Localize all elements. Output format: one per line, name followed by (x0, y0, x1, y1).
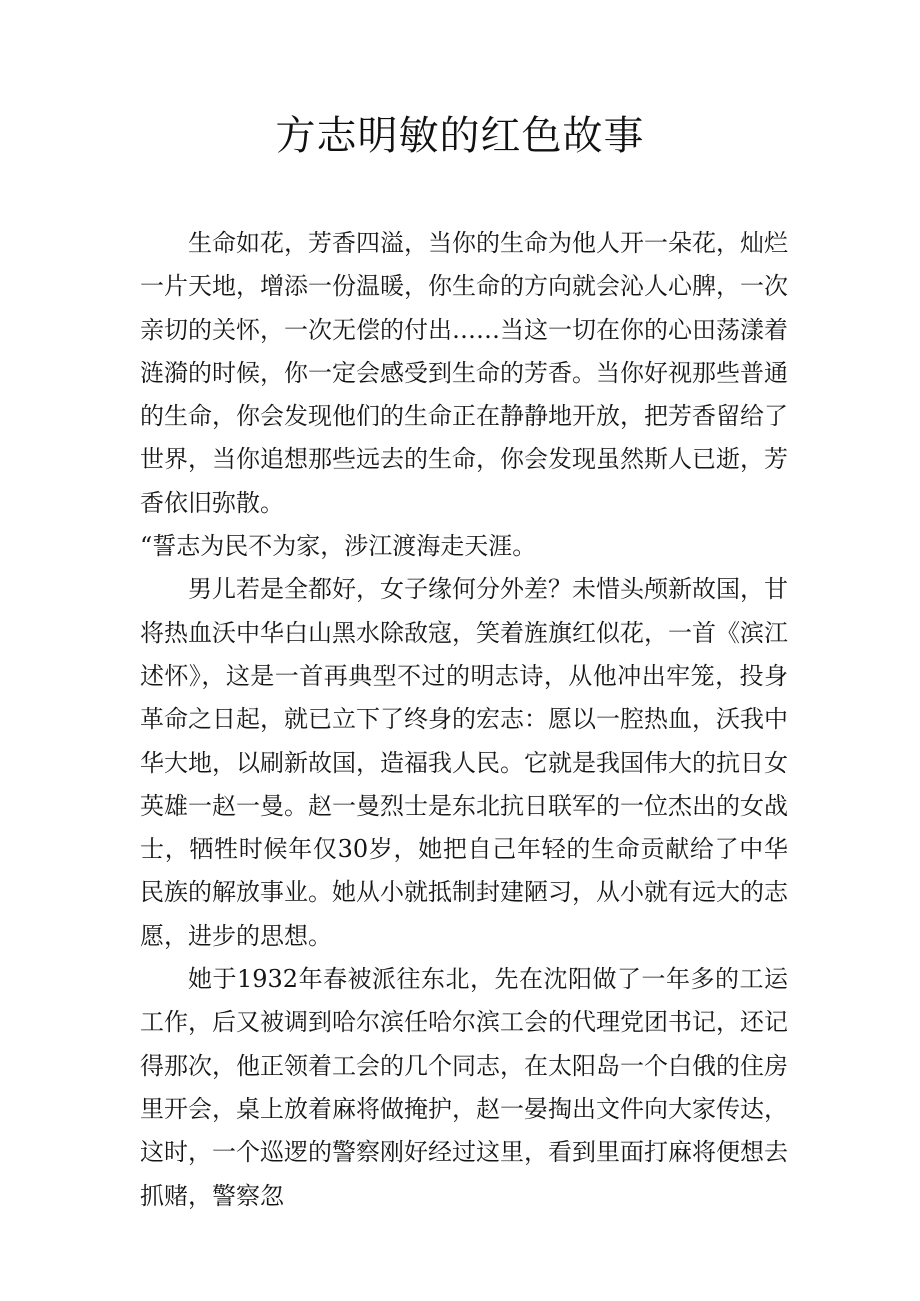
paragraph-2: “誓志为民不为家，涉江渡海走天涯。 (140, 532, 537, 561)
document-title: 方志明敏的红色故事 (275, 113, 645, 159)
document-body (140, 222, 788, 1218)
paragraph-4: 她于1932年春被派往东北，先在沈阳做了一年多的工运工作，后又被调到哈尔滨任哈尔滨工会的代理党团书记，还记得那次，他正领着工会的几个同志，在太阳岛一个白俄的住房里开会，桌上放着麻将做掩护，赵一晏掏出文件向大家传达，这时，一个巡逻的警察刚好经过这里，看到里面打麻将便想去抓赌，警察忽 (140, 965, 788, 1210)
paragraph-1: 生命如花，芳香四溢，当你的生命为他人开一朵花，灿烂一片天地，增添一份温暖，你生命的方向就会沁人心脾，一次亲切的关怀，一次无偿的付出……当这一切在你的心田荡漾着涟漪的时候，你一定会感受到生命的芳香。当你好视那些普通的生命，你会发现他们的生命正在静静地开放，把芳香留给了世界，当你追想那些远去的生命，你会发现虽然斯人已逝，芳香依旧弥散。 (140, 229, 788, 517)
paragraph-3: 男儿若是全都好，女子缘何分外差？未惜头颅新故国，甘将热血沃中华白山黑水除敌寇，笑着旌旗红似花，一首《滨江述怀》，这是一首再典型不过的明志诗，从他冲出牢笼，投身革命之日起，就已立下了终身的宏志：愿以一腔热血，沃我中华大地，以刷新故国，造福我人民。它就是我国伟大的抗日女英雄一赵一曼。赵一曼烈士是东北抗日联军的一位杰出的女战士，牺牲时候年仅30岁，她把自己年轻的生命贡献给了中华民族的解放事业。她从小就抵制封建陋习，从小就有远大的志愿，进步的思想。 (140, 575, 788, 950)
